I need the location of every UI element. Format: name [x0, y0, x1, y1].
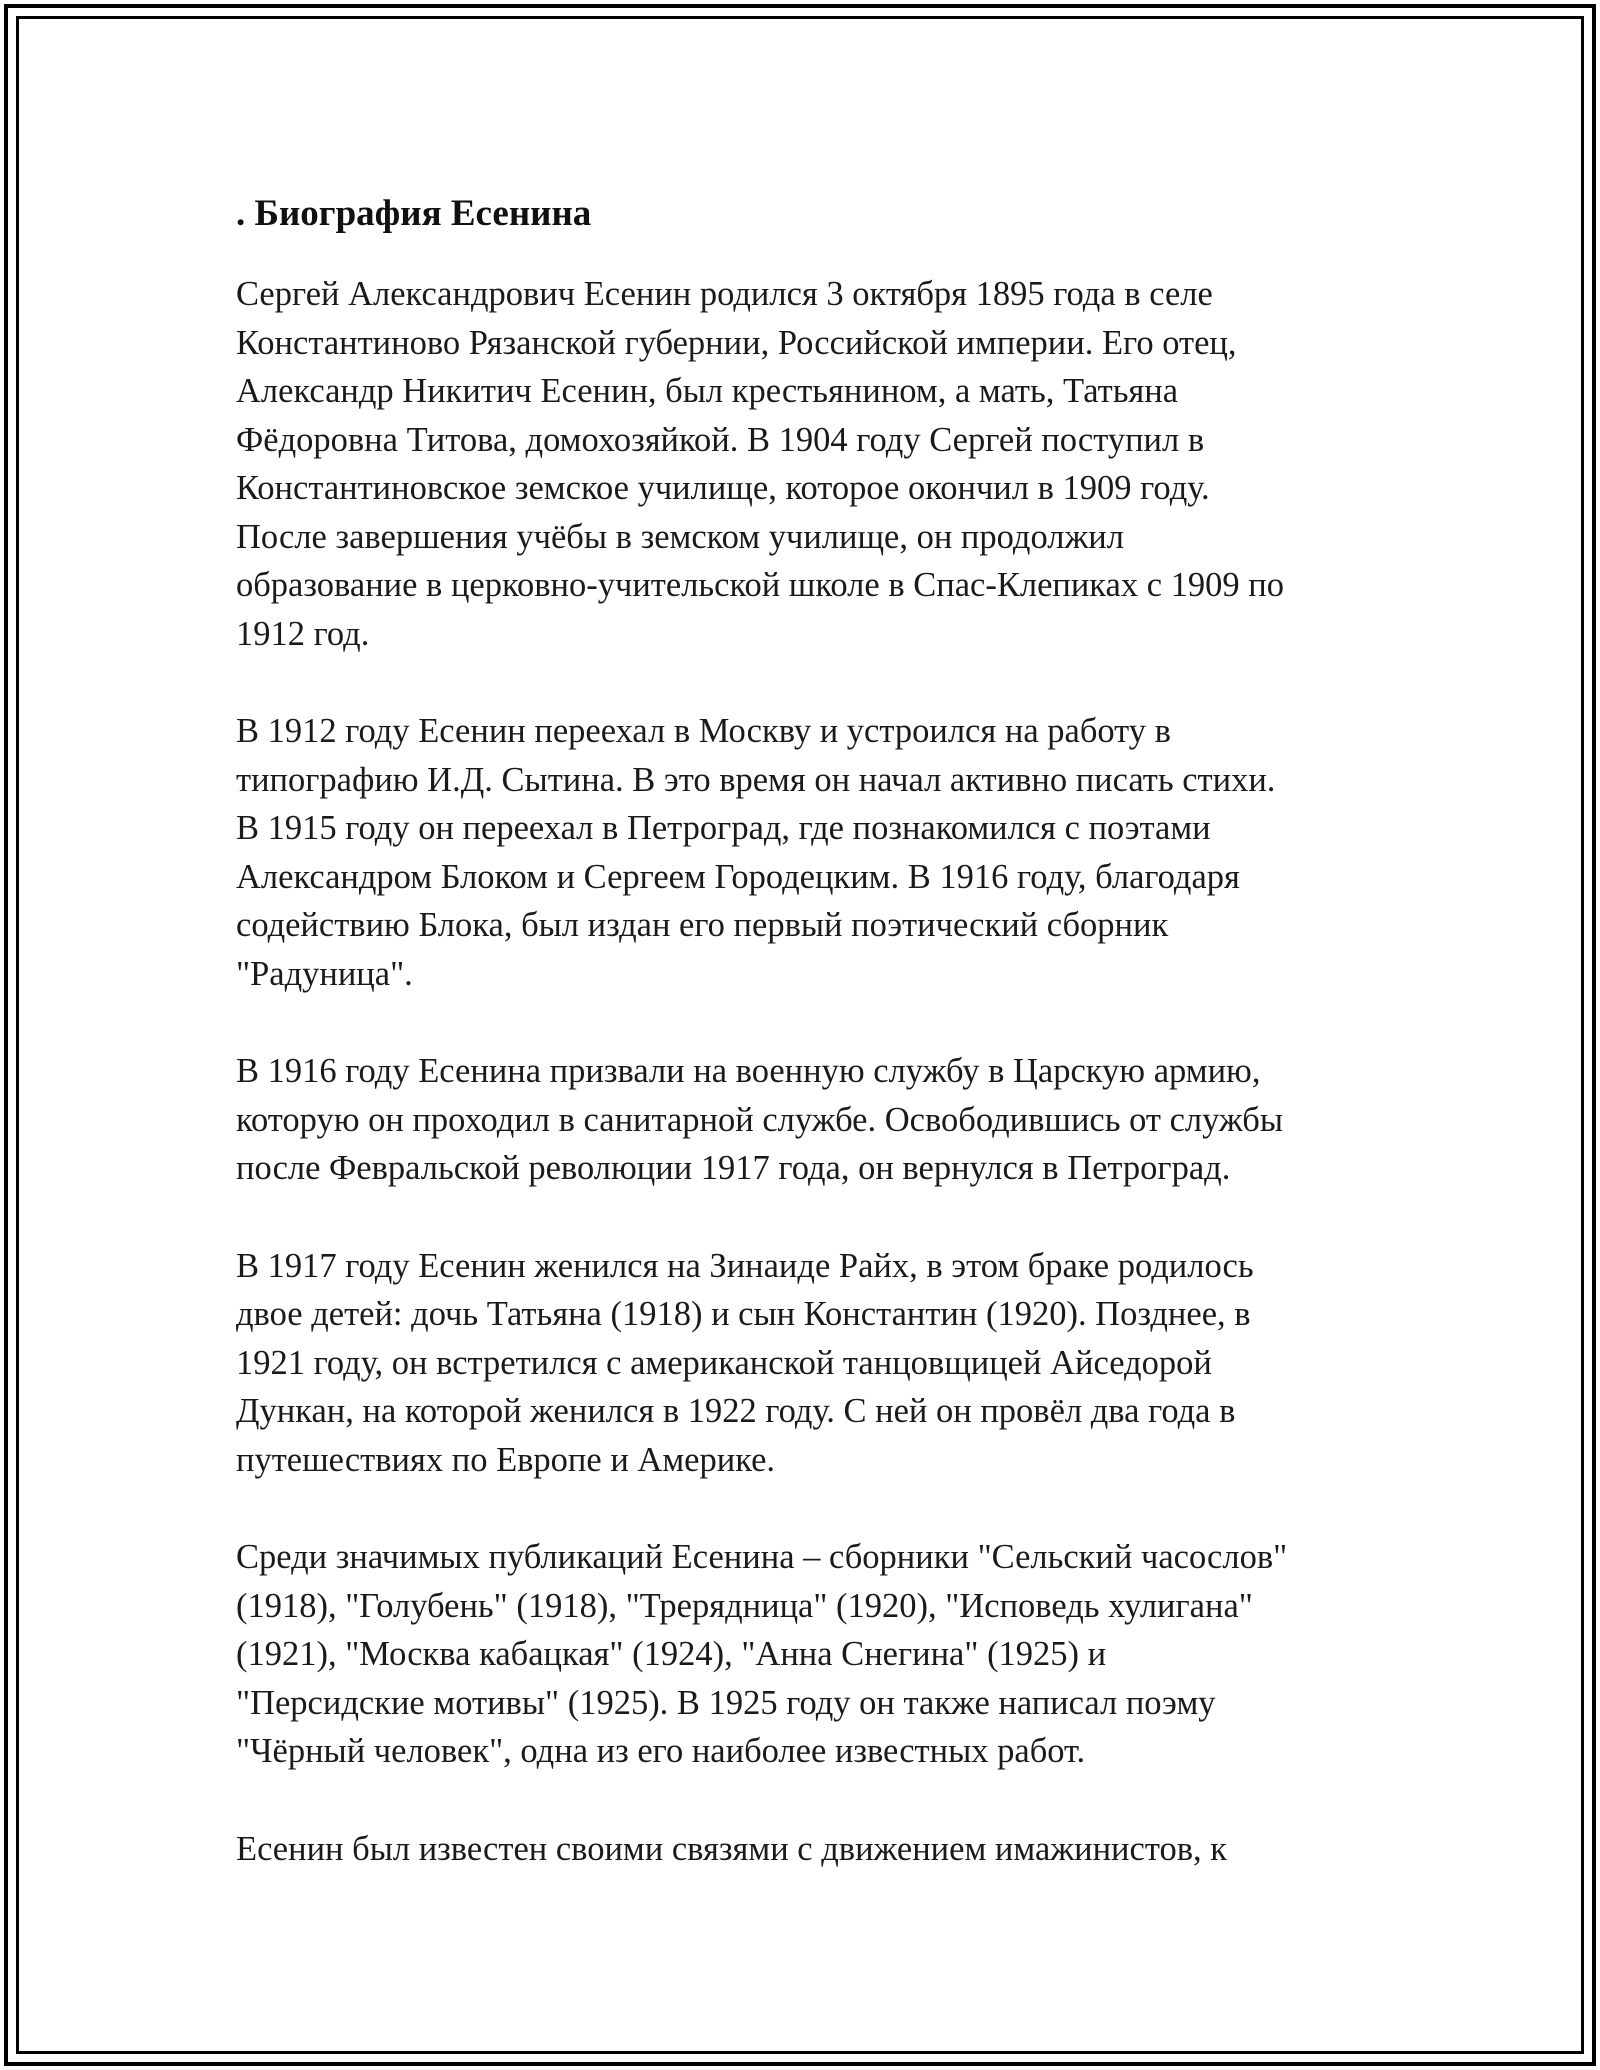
paragraph-early-life: Сергей Александрович Есенин родился 3 октября 1895 года в селе Константиново Рязанской губернии, Российской империи. Его отец, Александр Никитич Есенин, был крестьянином, а мать, Татьяна Фёдоровна Титова, домохозяйкой. В 1904 году Сергей поступил в Константиновское земское училище, которое окончил в 1909 году. После завершения учёбы в земском училище, он продолжил образование в церковно-учительской школе в Спас-Клепиках с 1909 по 1912 год. — [236, 275, 1285, 653]
paragraph-imaginists: Есенин был известен своими связями с движением имажинистов, к — [236, 1829, 1227, 1868]
document-body — [236, 188, 1366, 1922]
paragraph-marriages: В 1917 году Есенин женился на Зинаиде Райх, в этом браке родилось двое детей: дочь Татьяна (1918) и сын Константин (1920). Позднее, в 1921 году, он встретился с американской танцовщицей Айседорой Дункан, на которой женился в 1922 году. С ней он провёл два года в путешествиях по Европе и Америке. — [236, 1246, 1254, 1479]
paragraph-publications: Среди значимых публикаций Есенина – сборники "Сельский часослов" (1918), "Голубень" (1918), "Трерядница" (1920), "Исповедь хулигана" (1921), "Москва кабацкая" (1924), "Анна Снегина" (1925) и "Персидские мотивы" (1925). В 1925 году он также написал поэму "Чёрный человек", одна из его наиболее известных работ. — [236, 1538, 1288, 1770]
paragraph-moscow-petrograd: В 1912 году Есенин переехал в Москву и устроился на работу в типографию И.Д. Сытина. В это время он начал активно писать стихи. В 1915 году он переехал в Петроград, где познакомился с поэтами Александром Блоком и Сергеем Городецким. В 1916 году, благодаря содействию Блока, был издан его первый поэтический сборник "Радуница". — [236, 712, 1276, 993]
document-title: . Биография Есенина — [236, 193, 592, 234]
paragraph-military-service: В 1916 году Есенина призвали на военную службу в Царскую армию, которую он проходил в санитарной службе. Освободившись от службы после Февральской революции 1917 года, он вернулся в Петроград. — [236, 1052, 1284, 1187]
